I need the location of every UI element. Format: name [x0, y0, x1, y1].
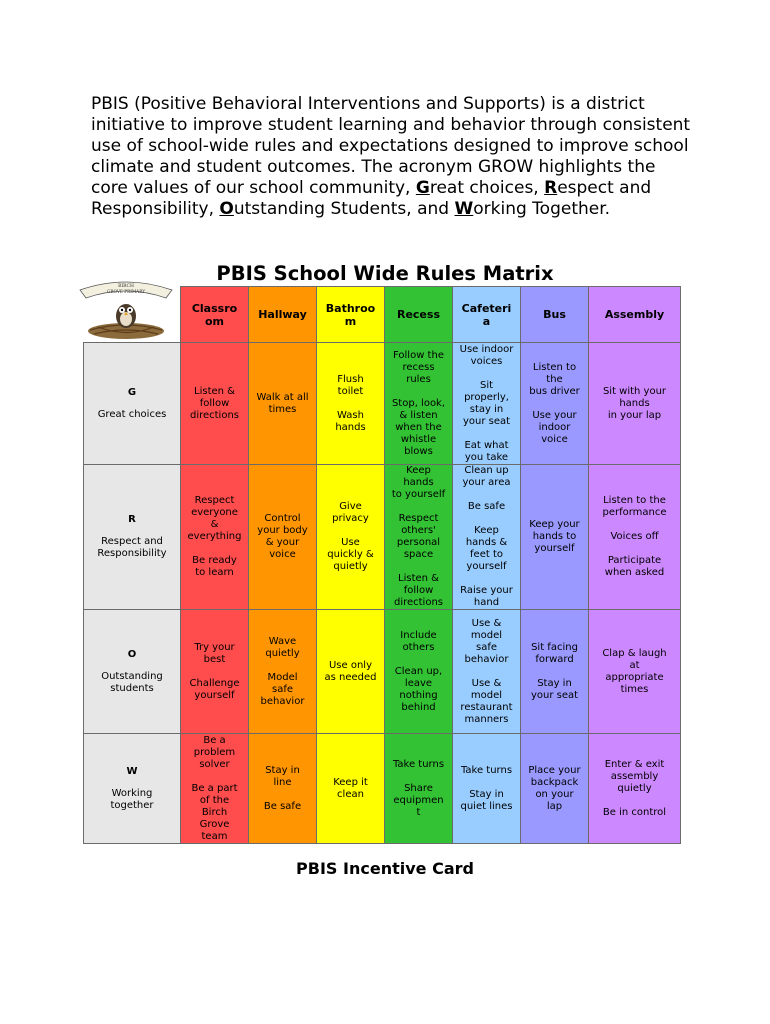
cell-g-cafeteria: Use indoor voices Sit properly, stay in your seat Eat what you take — [453, 343, 521, 465]
intro-r-rest: espect and Responsibility, — [91, 178, 652, 219]
logo-owl-pupil-right — [129, 309, 131, 311]
header-hallway: Hallway — [249, 287, 317, 343]
cell-w-assembly: Enter & exit assembly quietly Be in control — [589, 734, 681, 844]
cell-g-recess: Follow the recess rules Stop, look, & listen when the whistle blows — [385, 343, 453, 465]
cell-o-recess: Include others Clean up, leave nothing behind — [385, 610, 453, 734]
intro-paragraph — [91, 94, 691, 220]
intro-g-letter: G — [415, 178, 430, 198]
table-row — [84, 343, 681, 465]
table-row — [84, 734, 681, 844]
header-cafeteria: Cafeteri a — [453, 287, 521, 343]
cell-w-recess: Take turns Share equipmen t — [385, 734, 453, 844]
row-head-o: O Outstanding students — [84, 610, 181, 734]
cell-r-recess: Keep hands to yourself Respect others' personal space Listen & follow directions — [385, 465, 453, 610]
cell-w-bathroom: Keep it clean — [317, 734, 385, 844]
cell-w-cafeteria: Take turns Stay in quiet lines — [453, 734, 521, 844]
table-row — [84, 465, 681, 610]
cell-o-assembly: Clap & laugh at appropriate times — [589, 610, 681, 734]
row-head-r: R Respect and Responsibility — [84, 465, 181, 610]
cell-o-cafeteria: Use & model safe behavior Use & model restaurant manners — [453, 610, 521, 734]
cell-r-cafeteria: Clean up your area Be safe Keep hands & feet to yourself Raise your hand — [453, 465, 521, 610]
cell-g-hallway: Walk at all times — [249, 343, 317, 465]
cell-r-hallway: Control your body & your voice — [249, 465, 317, 610]
school-logo — [74, 276, 178, 346]
table-row — [84, 610, 681, 734]
header-bus: Bus — [521, 287, 589, 343]
intro-text: PBIS (Positive Behavioral Interventions and Supports) is a district initiative to improve student learning and behavior through consistent use of school-wide rules and expectations designed to improve school climate and student outcomes. The acronym GROW highlights the core values of our school community, — [91, 94, 691, 198]
matrix-title: PBIS School Wide Rules Matrix — [216, 262, 554, 285]
row-head-g: G Great choices — [84, 343, 181, 465]
logo-owl-pupil-left — [121, 309, 123, 311]
cell-r-assembly: Listen to the performance Voices off Participate when asked — [589, 465, 681, 610]
intro-w-rest: orking Together. — [473, 199, 611, 219]
header-recess: Recess — [385, 287, 453, 343]
intro-g-rest: reat choices, — [429, 178, 545, 198]
logo-text-bottom: GROVE PRIMARY — [107, 289, 145, 294]
cell-o-bathroom: Use only as needed — [317, 610, 385, 734]
row-head-w: W Working together — [84, 734, 181, 844]
rules-matrix-table — [83, 286, 681, 844]
incentive-card-title: PBIS Incentive Card — [296, 859, 474, 878]
cell-w-classroom: Be a problem solver Be a part of the Birch Grove team — [181, 734, 249, 844]
cell-r-bathroom: Give privacy Use quickly & quietly — [317, 465, 385, 610]
intro-r-letter: R — [544, 178, 558, 198]
cell-g-bathroom: Flush toilet Wash hands — [317, 343, 385, 465]
cell-g-assembly: Sit with your hands in your lap — [589, 343, 681, 465]
cell-w-bus: Place your backpack on your lap — [521, 734, 589, 844]
header-classroom: Classro om — [181, 287, 249, 343]
cell-g-classroom: Listen & follow directions — [181, 343, 249, 465]
intro-w-letter: W — [454, 199, 474, 219]
cell-g-bus: Listen to the bus driver Use your indoor voice — [521, 343, 589, 465]
cell-r-classroom: Respect everyone & everything Be ready to learn — [181, 465, 249, 610]
logo-text-top: BIRCH — [118, 284, 134, 289]
header-assembly: Assembly — [589, 287, 681, 343]
intro-o-rest: utstanding Students, and — [233, 199, 455, 219]
intro-o-letter: O — [219, 199, 234, 219]
cell-w-hallway: Stay in line Be safe — [249, 734, 317, 844]
cell-o-hallway: Wave quietly Model safe behavior — [249, 610, 317, 734]
cell-r-bus: Keep your hands to yourself — [521, 465, 589, 610]
cell-o-classroom: Try your best Challenge yourself — [181, 610, 249, 734]
cell-o-bus: Sit facing forward Stay in your seat — [521, 610, 589, 734]
header-bathroom: Bathroo m — [317, 287, 385, 343]
